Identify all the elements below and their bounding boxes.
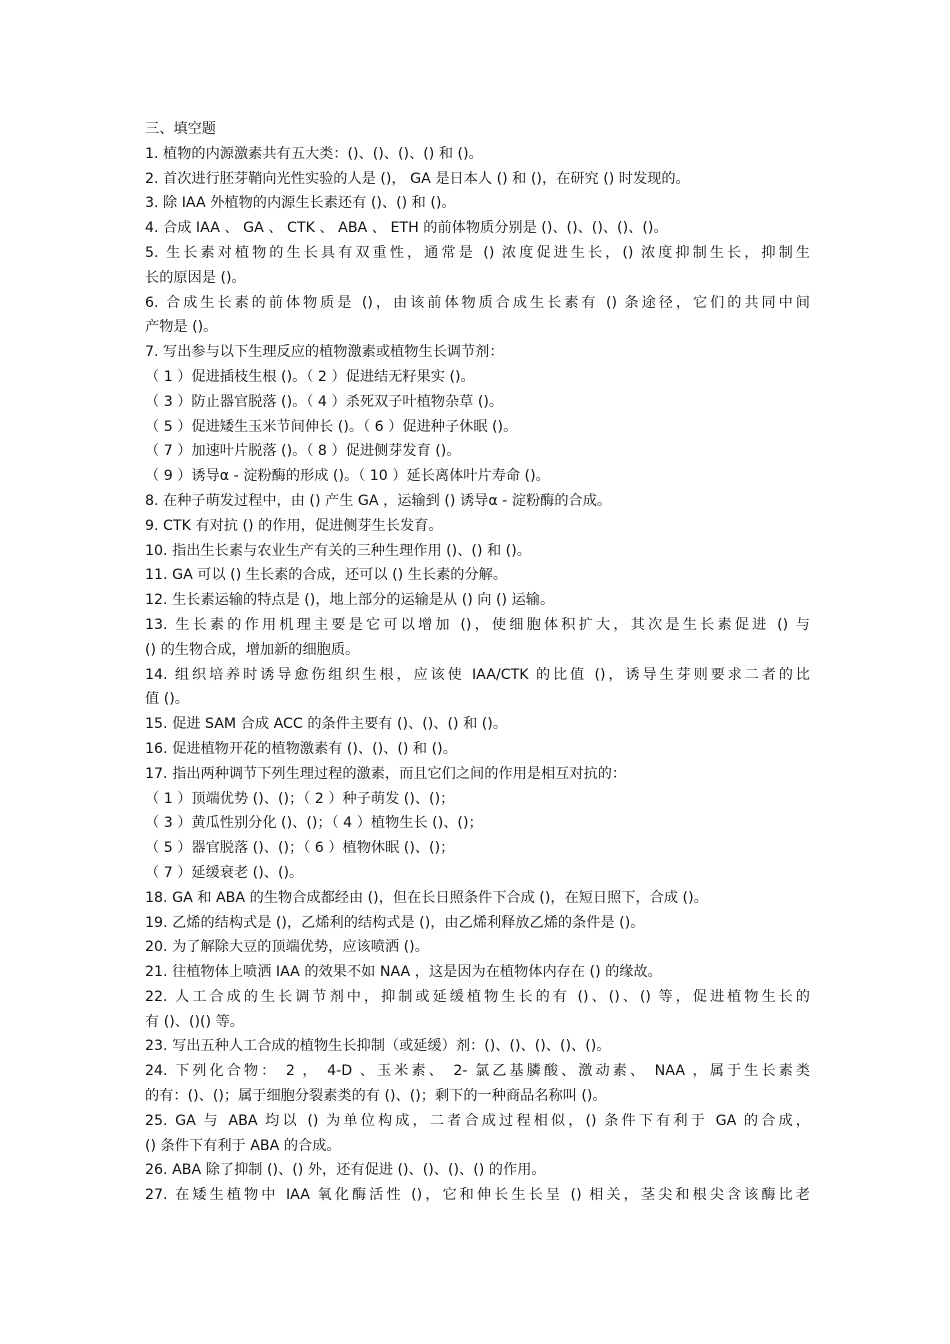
question-26: 26. ABA 除了抑制 ()、() 外，还有促进 ()、()、()、() 的作用。 [145, 1162, 546, 1179]
question-12: 12. 生长素运输的特点是 ()，地上部分的运输是从 () 向 () 运输。 [145, 592, 555, 609]
question-10: 10. 指出生长素与农业生产有关的三种生理作用 ()、() 和 ()。 [145, 542, 531, 559]
question-14-continued: 值 ()。 [145, 691, 189, 708]
question-7-item: （ 9 ）诱导α - 淀粉酶的形成 ()。（ 10 ）延长离体叶片寿命 ()。 [145, 468, 550, 485]
question-14: 14. 组织培养时诱导愈伤组织生根，应该使 IAA/CTK 的比值 ()，诱导生芽则要求二者的比 [145, 666, 810, 683]
question-17: 17. 指出两种调节下列生理过程的激素，而且它们之间的作用是相互对抗的： [145, 765, 627, 782]
question-22-continued: 有 ()、()() 等。 [145, 1013, 244, 1030]
question-24: 24. 下列化合物： 2 ， 4-D 、玉米素、 2- 氯乙基膦酸、激动素、 NAA ，属于生长素类 [145, 1063, 810, 1080]
question-17-item: （ 5 ）器官脱落 ()、()；（ 6 ）植物休眠 ()、()； [145, 840, 455, 857]
question-7-item: （ 1 ）促进插枝生根 ()。（ 2 ）促进结无籽果实 ()。 [145, 368, 475, 385]
question-21: 21. 往植物体上喷洒 IAA 的效果不如 NAA ，这是因为在植物体内存在 () 的缘故。 [145, 964, 662, 981]
question-20: 20. 为了解除大豆的顶端优势，应该喷洒 ()。 [145, 939, 429, 956]
question-1: 1. 植物的内源激素共有五大类：()、()、()、() 和 ()。 [145, 145, 483, 162]
question-18: 18. GA 和 ABA 的生物合成都经由 ()，但在长日照条件下合成 ()，在短日照下，合成 ()。 [145, 889, 708, 906]
question-5: 5. 生长素对植物的生长具有双重性，通常是 () 浓度促进生长，() 浓度抑制生长，抑制生 [145, 244, 810, 261]
question-6: 6. 合成生长素的前体物质是 ()，由该前体物质合成生长素有 () 条途径，它们的共同中间 [145, 294, 810, 311]
question-9: 9. CTK 有对抗 () 的作用，促进侧芽生长发育。 [145, 517, 443, 534]
question-6-continued: 产物是 ()。 [145, 319, 218, 336]
section-heading: 三、填空题 [145, 121, 216, 137]
question-7-item: （ 5 ）促进矮生玉米节间伸长 ()。（ 6 ）促进种子休眠 ()。 [145, 418, 518, 435]
question-4: 4. 合成 IAA 、 GA 、 CTK 、 ABA 、 ETH 的前体物质分别是 ()、()、()、()、()。 [145, 220, 668, 237]
question-17-item: （ 1 ）顶端优势 ()、()；（ 2 ）种子萌发 ()、()； [145, 790, 455, 807]
question-8: 8. 在种子萌发过程中，由 () 产生 GA ，运输到 () 诱导α - 淀粉酶的合成。 [145, 492, 612, 509]
question-23: 23. 写出五种人工合成的植物生长抑制（或延缓）剂：()、()、()、()、()。 [145, 1038, 611, 1055]
question-11: 11. GA 可以 () 生长素的合成，还可以 () 生长素的分解。 [145, 567, 508, 584]
question-19: 19. 乙烯的结构式是 ()，乙烯利的结构式是 ()，由乙烯利释放乙烯的条件是 ()。 [145, 914, 645, 931]
question-16: 16. 促进植物开花的植物激素有 ()、()、() 和 ()。 [145, 740, 457, 757]
question-17-item: （ 3 ）黄瓜性别分化 ()、()；（ 4 ）植物生长 ()、()； [145, 815, 483, 832]
question-27: 27. 在矮生植物中 IAA 氧化酶活性 ()，它和伸长生长呈 () 相关，茎尖和根尖含该酶比老 [145, 1187, 810, 1204]
question-25-continued: () 条件下有利于 ABA 的合成。 [145, 1137, 341, 1154]
question-2: 2. 首次进行胚芽鞘向光性实验的人是 ()， GA 是日本人 () 和 ()，在研究 () 时发现的。 [145, 170, 690, 187]
question-17-item: （ 7 ）延缓衰老 ()、()。 [145, 864, 304, 881]
question-22: 22. 人工合成的生长调节剂中，抑制或延缓植物生长的有 ()、()、() 等，促进植物生长的 [145, 988, 810, 1005]
question-5-continued: 长的原因是 ()。 [145, 269, 246, 286]
question-13-continued: () 的生物合成，增加新的细胞质。 [145, 641, 360, 658]
question-15: 15. 促进 SAM 合成 ACC 的条件主要有 ()、()、() 和 ()。 [145, 716, 508, 733]
question-7-item: （ 3 ）防止器官脱落 ()。（ 4 ）杀死双子叶植物杂草 ()。 [145, 393, 504, 410]
fill-in-blank-section [145, 117, 810, 1208]
question-7-item: （ 7 ）加速叶片脱落 ()。（ 8 ）促进侧芽发育 ()。 [145, 443, 461, 460]
question-13: 13. 生长素的作用机理主要是它可以增加 ()，使细胞体积扩大，其次是生长素促进 () 与 [145, 616, 810, 633]
question-25: 25. GA 与 ABA 均以 () 为单位构成，二者合成过程相似，() 条件下有利于 GA 的合成， [145, 1112, 810, 1129]
question-24-continued: 的有：()、()；属于细胞分裂素类的有 ()、()；剩下的一种商品名称叫 ()。 [145, 1088, 607, 1105]
question-7: 7. 写出参与以下生理反应的植物激素或植物生长调节剂： [145, 344, 504, 361]
question-3: 3. 除 IAA 外植物的内源生长素还有 ()、() 和 ()。 [145, 195, 456, 212]
